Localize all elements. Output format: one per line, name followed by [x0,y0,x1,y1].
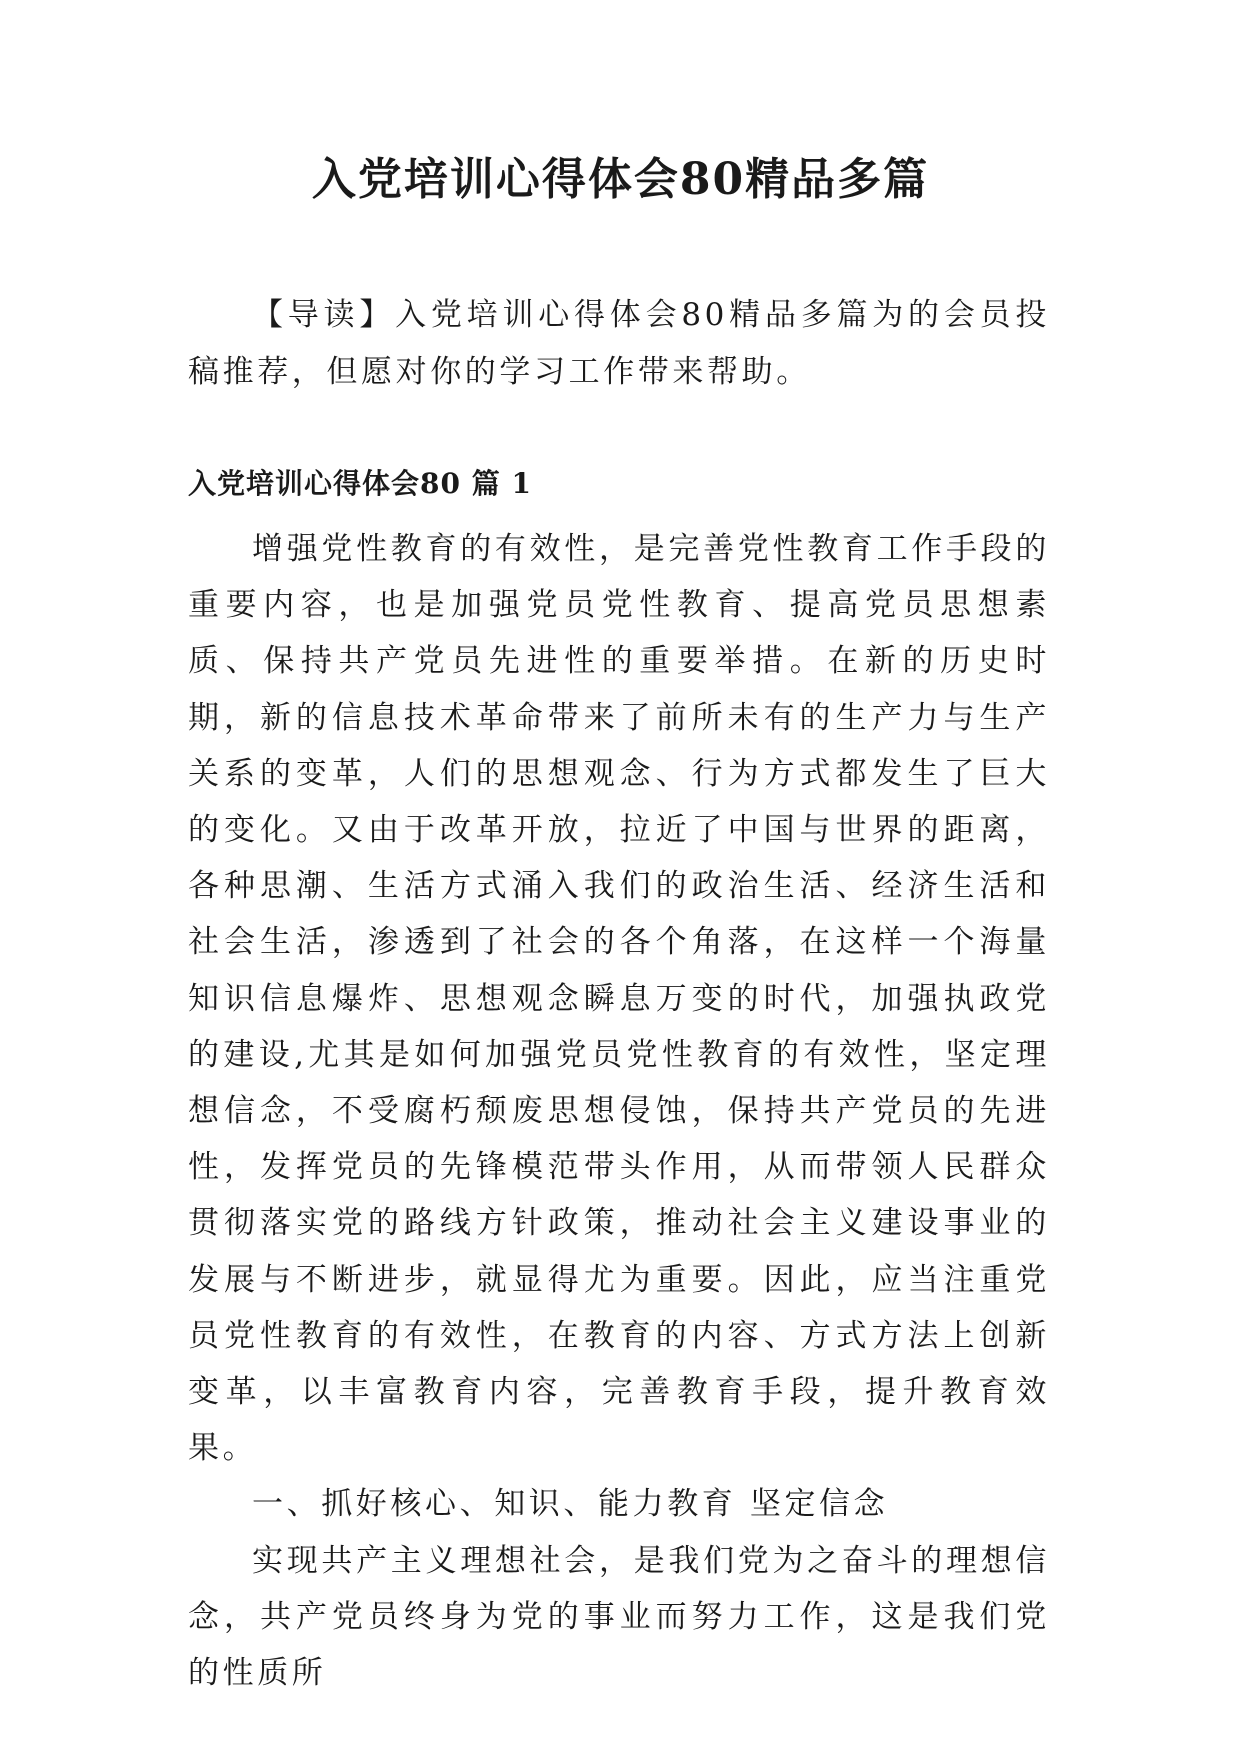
subheading-paragraph: 一、抓好核心、知识、能力教育 坚定信念 [252,1486,889,1523]
lead-paragraph: 【导读】入党培训心得体会80精品多篇为的会员投稿推荐，但愿对你的学习工作带来帮助。 [188,297,1050,390]
body-paragraph: 增强党性教育的有效性，是完善党性教育工作手段的重要内容，也是加强党员党性教育、提高党员思想素质、保持共产党员先进性的重要举措。在新的历史时期，新的信息技术革命带来了前所未有的生产力与生产关系的变革，人们的思想观念、行为方式都发生了巨大的变化。又由于改革开放，拉近了中国与世界的距离，各种思潮、生活方式涌入我们的政治生活、经济生活和社会生活，渗透到了社会的各个角落，在这样一个海量知识信息爆炸、思想观念瞬息万变的时代，加强执政党的建设,尤其是如何加强党员党性教育的有效性，坚定理想信念，不受腐朽颓废思想侵蚀，保持共产党员的先进性，发挥党员的先锋模范带头作用，从而带领人民群众贯彻落实党的路线方针政策，推动社会主义建设事业的发展与不断进步，就显得尤为重要。因此，应当注重党员党性教育的有效性，在教育的内容、方式方法上创新变革，以丰富教育内容，完善教育手段，提升教育效果。 [188,531,1050,1467]
article-body [188,521,1050,1701]
section-heading: 入党培训心得体会80 篇 1 [188,467,532,500]
body-paragraph: 实现共产主义理想社会，是我们党为之奋斗的理想信念，共产党员终身为党的事业而努力工作，这是我们党的性质所 [188,1542,1050,1692]
document-title: 入党培训心得体会80精品多篇 [311,154,930,205]
